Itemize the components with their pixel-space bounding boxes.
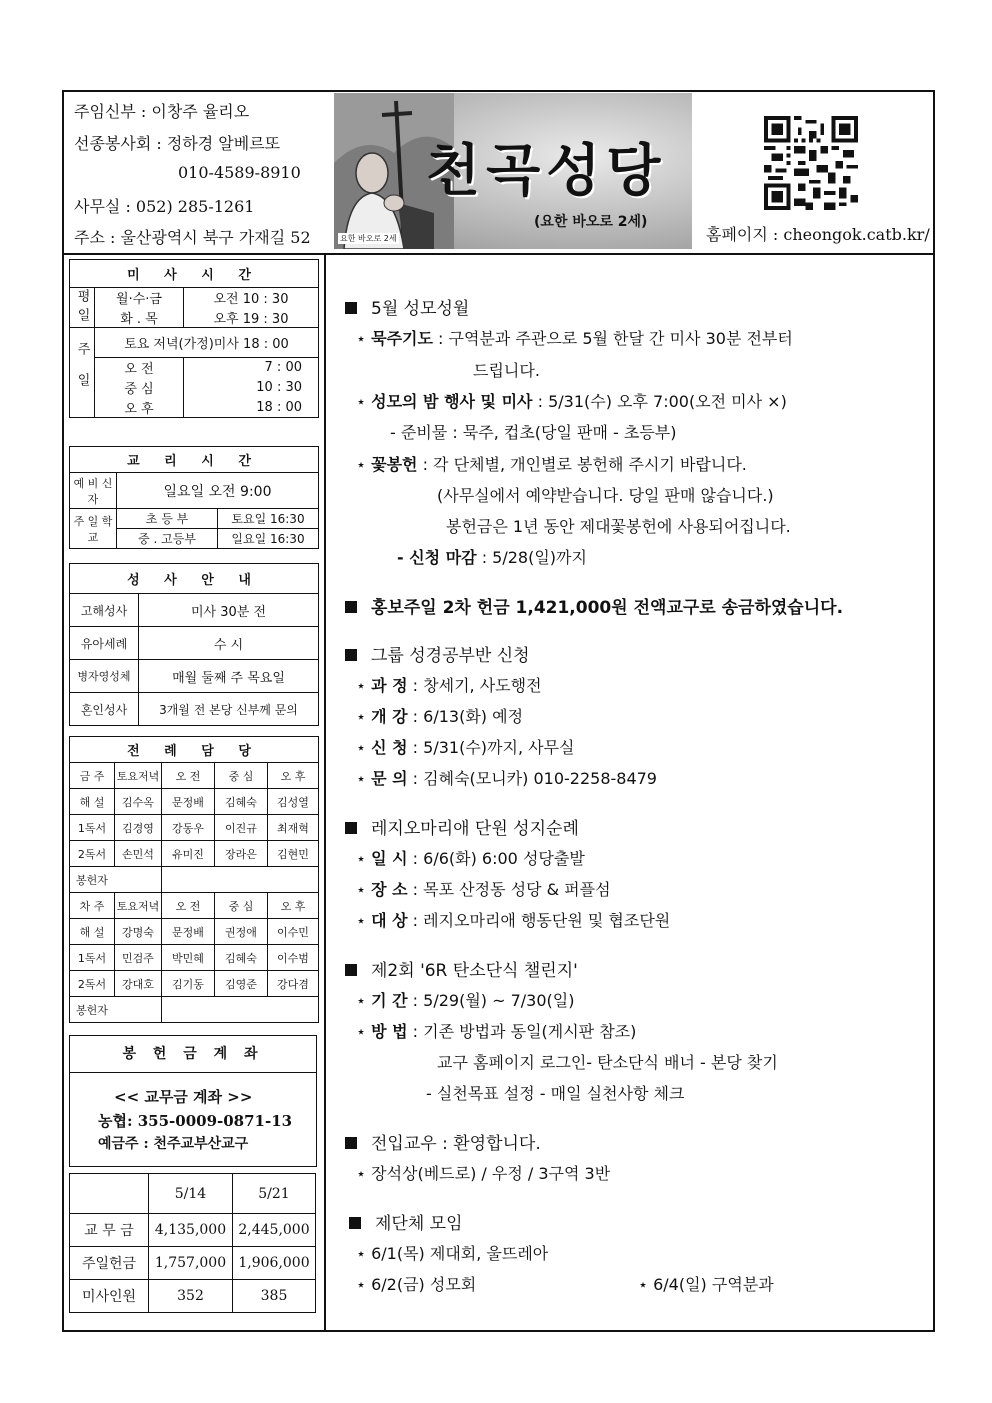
liturgy-role: 1독서 xyxy=(70,945,115,971)
mass-times-table xyxy=(69,259,319,418)
finance-value: 2,445,000 xyxy=(233,1214,316,1247)
liturgy-role: 해 설 xyxy=(70,919,115,945)
notice-heading: 제2회 '6R 탄소단식 챌린지' xyxy=(345,956,578,981)
notice-line: - 실천목표 설정 - 매일 실천사항 체크 xyxy=(426,1084,685,1103)
sunday-period: 오 후 xyxy=(95,398,184,418)
sunday-period: 중 심 xyxy=(95,378,184,398)
square-bullet-icon xyxy=(345,964,357,976)
notice-line: ⋆ 과 정 : 창세기, 사도행전 xyxy=(356,676,542,695)
liturgy-person: 권정애 xyxy=(215,919,268,945)
notice-heading: 레지오마리애 단원 성지순례 xyxy=(345,814,579,839)
council-phone: 010-4589-8910 xyxy=(178,163,301,182)
finance-label: 주일헌금 xyxy=(70,1247,149,1280)
notice-line: ⋆ 일 시 : 6/6(화) 6:00 성당출발 xyxy=(356,849,585,868)
notice-line: ⋆ 신 청 : 5/31(수)까지, 사무실 xyxy=(356,738,575,757)
liturgy-person: 김경영 xyxy=(115,815,162,841)
liturgy-person: 민검주 xyxy=(115,945,162,971)
liturgy-person: 장라은 xyxy=(215,841,268,867)
church-address: 주소 : 울산광역시 북구 가재길 52 xyxy=(74,228,311,247)
sacrament-name: 고해성사 xyxy=(70,594,139,627)
catechism-table xyxy=(69,446,319,549)
sunday-time: 10 : 30 xyxy=(184,378,319,398)
account-number: 농협: 355-0009-0871-13 xyxy=(98,1112,293,1130)
catechism-title: 교 리 시 간 xyxy=(70,447,319,473)
weekday-time: 오전 10 : 30 xyxy=(184,288,319,308)
notice-heading: 5월 성모성월 xyxy=(345,294,469,319)
sunday-label: 주일 xyxy=(70,328,95,418)
liturgy-person: 유미진 xyxy=(162,841,215,867)
liturgy-person: 강명숙 xyxy=(115,919,162,945)
saturday-mass: 토요 저녁(가정)미사 18 : 00 xyxy=(95,328,319,358)
offering-label: 봉헌자 xyxy=(70,867,162,893)
liturgy-person: 김현민 xyxy=(268,841,319,867)
liturgy-header: 오 전 xyxy=(162,763,215,789)
finance-header: 5/21 xyxy=(233,1174,316,1214)
notice-line: ⋆ 장석상(베드로) / 우정 / 3구역 3반 xyxy=(356,1164,611,1183)
liturgy-person: 이진규 xyxy=(215,815,268,841)
finance-table xyxy=(69,1173,316,1313)
notice-line: ⋆ 성모의 밤 행사 및 미사 : 5/31(수) 오후 7:00(오전 미사 ×) xyxy=(356,392,787,411)
finance-value: 1,757,000 xyxy=(149,1247,233,1280)
sacrament-name: 유아세례 xyxy=(70,627,139,660)
notice-line: ⋆ 대 상 : 레지오마리애 행동단원 및 협조단원 xyxy=(356,911,671,930)
church-banner xyxy=(334,93,692,249)
school-time: 일요일 16:30 xyxy=(218,529,319,549)
square-bullet-icon xyxy=(345,649,357,661)
mass-times-title: 미 사 시 간 xyxy=(70,260,319,288)
liturgy-person: 이수범 xyxy=(268,945,319,971)
liturgy-person: 김혜숙 xyxy=(215,789,268,815)
offering-account-title: 봉 헌 금 계 좌 xyxy=(70,1036,316,1073)
notice-line: 봉헌금은 1년 동안 제대꽃봉헌에 사용되어집니다. xyxy=(446,517,791,536)
finance-value: 1,906,000 xyxy=(233,1247,316,1280)
liturgy-header: 오 후 xyxy=(268,893,319,919)
notice-line: ⋆ 묵주기도 : 구역분과 주관으로 5월 한달 간 미사 30분 전부터 xyxy=(356,329,793,348)
liturgy-title: 전 례 담 당 xyxy=(70,737,319,763)
homepage-link[interactable]: 홈페이지 : cheongok.catb.kr/ xyxy=(706,225,930,244)
account-holder: 예금주 : 천주교부산교구 xyxy=(98,1136,249,1152)
liturgy-role: 1독서 xyxy=(70,815,115,841)
council-info: 선종봉사회 : 정하경 알베르또 xyxy=(74,134,281,153)
sacraments-table xyxy=(69,563,319,726)
sacrament-value: 수 시 xyxy=(139,627,319,660)
school-group: 중 . 고등부 xyxy=(117,529,218,549)
liturgy-person: 김혜숙 xyxy=(215,945,268,971)
notice-line: ⋆ 꽃봉헌 : 각 단체별, 개인별로 봉헌해 주시기 바랍니다. xyxy=(356,455,747,474)
school-time: 토요일 16:30 xyxy=(218,509,319,529)
weekday-label: 평일 xyxy=(70,288,95,328)
notice-line: (사무실에서 예약받습니다. 당일 판매 않습니다.) xyxy=(437,486,774,505)
liturgy-role: 2독서 xyxy=(70,841,115,867)
liturgy-person: 김기동 xyxy=(162,971,215,997)
school-group: 초 등 부 xyxy=(117,509,218,529)
notice-heading: 그룹 성경공부반 신청 xyxy=(345,641,530,666)
liturgy-person: 이수민 xyxy=(268,919,319,945)
liturgy-person: 강동우 xyxy=(162,815,215,841)
notice-line: ⋆ 방 법 : 기존 방법과 동일(게시판 참조) xyxy=(356,1022,637,1041)
square-bullet-icon xyxy=(345,601,357,613)
liturgy-header: 오 전 xyxy=(162,893,215,919)
offering-person xyxy=(162,867,319,893)
square-bullet-icon xyxy=(345,822,357,834)
office-phone: 사무실 : 052) 285-1261 xyxy=(74,197,255,216)
notice-line: 드립니다. xyxy=(473,361,540,380)
notice-line: ⋆ 기 간 : 5/29(월) ~ 7/30(일) xyxy=(356,991,575,1010)
liturgy-person: 김수옥 xyxy=(115,789,162,815)
notice-heading: 홍보주일 2차 헌금 1,421,000원 전액교구로 송금하였습니다. xyxy=(345,593,843,618)
liturgy-person: 최재혁 xyxy=(268,815,319,841)
liturgy-header: 오 후 xyxy=(268,763,319,789)
finance-value: 385 xyxy=(233,1280,316,1313)
liturgy-header: 금 주 xyxy=(70,763,115,789)
offering-label: 봉헌자 xyxy=(70,997,162,1023)
liturgy-person: 김영준 xyxy=(215,971,268,997)
liturgy-role: 해 설 xyxy=(70,789,115,815)
notice-line: ⋆ 6/1(목) 제대회, 울뜨레아 xyxy=(356,1244,549,1263)
offering-account-box xyxy=(69,1035,317,1167)
sacrament-value: 3개월 전 본당 신부께 문의 xyxy=(139,693,319,726)
sacrament-value: 미사 30분 전 xyxy=(139,594,319,627)
finance-header: 5/14 xyxy=(149,1174,233,1214)
liturgy-table xyxy=(69,736,319,1023)
sacrament-value: 매월 둘째 주 목요일 xyxy=(139,660,319,693)
sacraments-title: 성 사 안 내 xyxy=(70,564,319,594)
notice-heading: 제단체 모임 xyxy=(349,1209,463,1234)
illustration-caption: 요한 바오로 2세 xyxy=(340,234,397,243)
weekday-time: 오후 19 : 30 xyxy=(184,308,319,328)
notice-line: ⋆ 6/2(금) 성모회 xyxy=(356,1275,477,1294)
prebap-time: 일요일 오전 9:00 xyxy=(117,473,319,509)
finance-label: 교 무 금 xyxy=(70,1214,149,1247)
liturgy-header: 차 주 xyxy=(70,893,115,919)
liturgy-header: 중 심 xyxy=(215,893,268,919)
notice-line: ⋆ 장 소 : 목포 산정동 성당 & 퍼플섬 xyxy=(356,880,611,899)
notice-line: 교구 홈페이지 로그인- 탄소단식 배너 - 본당 찾기 xyxy=(437,1053,778,1072)
liturgy-person: 강대호 xyxy=(115,971,162,997)
sunday-school-label: 주 일 학 교 xyxy=(70,509,117,549)
sunday-period: 오 전 xyxy=(95,358,184,378)
notice-heading: 전입교우 : 환영합니다. xyxy=(345,1129,541,1154)
liturgy-person: 문정배 xyxy=(162,919,215,945)
pastor-info: 주임신부 : 이창주 율리오 xyxy=(74,102,250,121)
notice-line: ⋆ 개 강 : 6/13(화) 예정 xyxy=(356,707,524,726)
liturgy-person: 김성열 xyxy=(268,789,319,815)
liturgy-header: 중 심 xyxy=(215,763,268,789)
square-bullet-icon xyxy=(345,1137,357,1149)
prebap-label: 예 비 신 자 xyxy=(70,473,117,509)
finance-value: 352 xyxy=(149,1280,233,1313)
notice-line: ⋆ 문 의 : 김혜숙(모니카) 010-2258-8479 xyxy=(356,769,657,788)
notice-line: ⋆ 6/4(일) 구역분과 xyxy=(638,1275,774,1294)
header-divider xyxy=(62,253,935,255)
finance-header xyxy=(70,1174,149,1214)
square-bullet-icon xyxy=(345,302,357,314)
liturgy-header: 토요저녁 xyxy=(115,763,162,789)
church-name: 천곡성당 xyxy=(426,139,667,204)
square-bullet-icon xyxy=(349,1217,361,1229)
offering-person xyxy=(162,997,319,1023)
liturgy-person: 손민석 xyxy=(115,841,162,867)
column-divider xyxy=(324,253,326,1332)
sacrament-name: 병자영성체 xyxy=(70,660,139,693)
finance-value: 4,135,000 xyxy=(149,1214,233,1247)
patron-saint: (요한 바오로 2세) xyxy=(534,214,648,230)
sunday-time: 7 : 00 xyxy=(184,358,319,378)
liturgy-role: 2독서 xyxy=(70,971,115,997)
liturgy-person: 강다겸 xyxy=(268,971,319,997)
weekday-days: 월·수·금 xyxy=(95,288,184,308)
liturgy-header: 토요저녁 xyxy=(115,893,162,919)
qr-code-icon[interactable] xyxy=(764,116,858,210)
liturgy-person: 박민혜 xyxy=(162,945,215,971)
sacrament-name: 혼인성사 xyxy=(70,693,139,726)
liturgy-person: 문정배 xyxy=(162,789,215,815)
notice-line: - 신청 마감 : 5/28(일)까지 xyxy=(397,548,587,567)
weekday-days: 화 . 목 xyxy=(95,308,184,328)
finance-label: 미사인원 xyxy=(70,1280,149,1313)
account-heading: << 교무금 계좌 >> xyxy=(114,1088,253,1106)
notice-line: - 준비물 : 묵주, 컵초(당일 판매 - 초등부) xyxy=(390,423,677,442)
sunday-time: 18 : 00 xyxy=(184,398,319,418)
